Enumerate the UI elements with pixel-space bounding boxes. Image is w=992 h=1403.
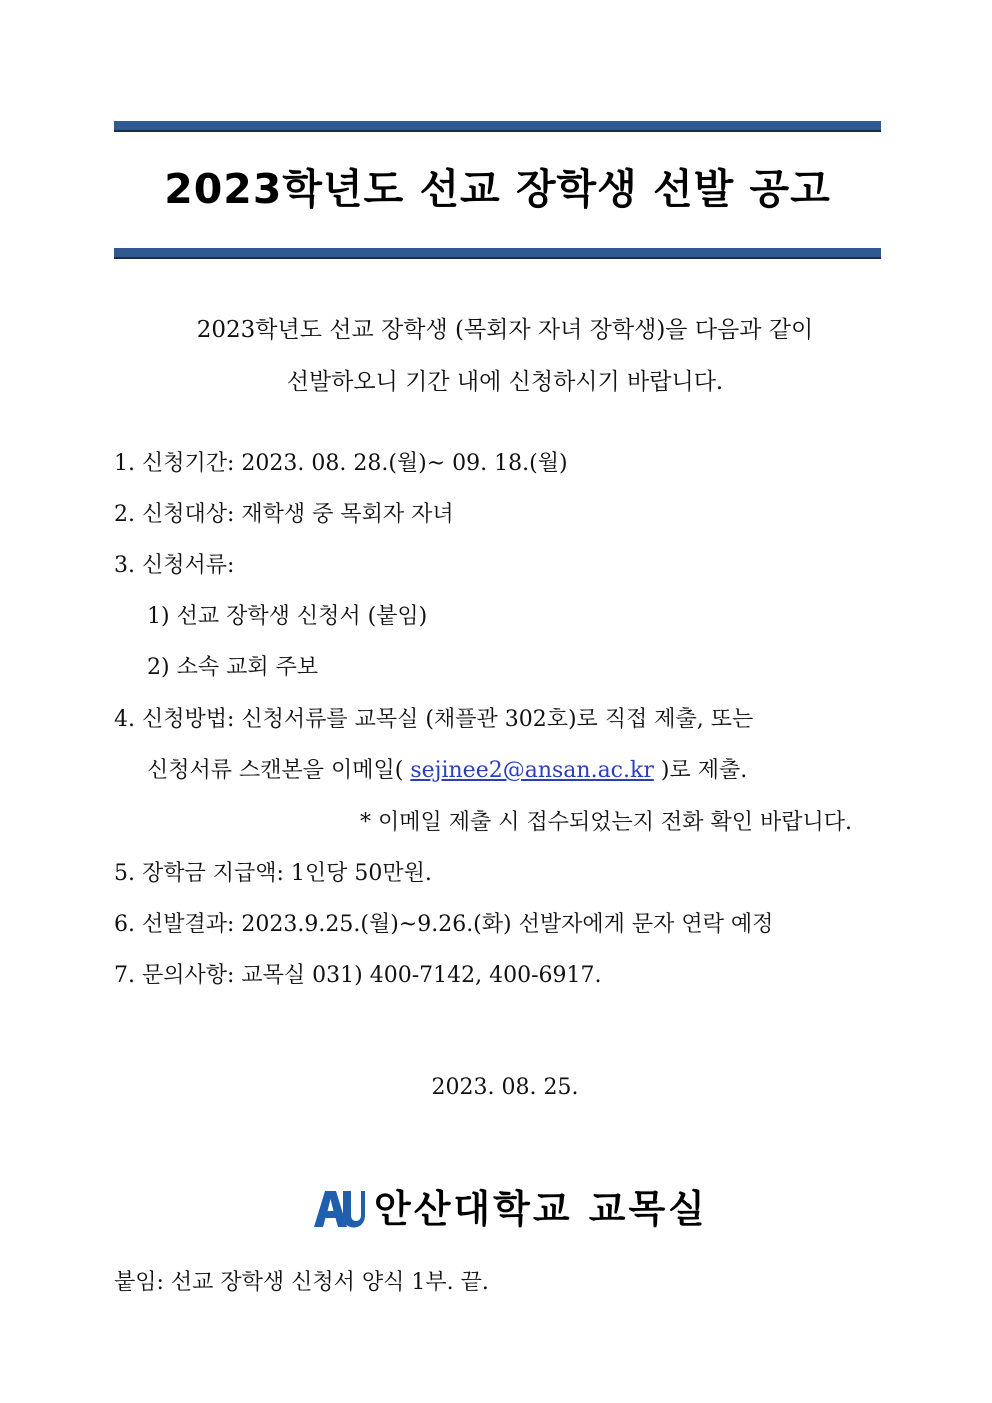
title-bottom-rule [114,248,881,259]
item-document-form: 1) 선교 장학생 신청서 (붙임) [147,604,428,629]
item-eligibility: 2. 신청대상: 재학생 중 목회자 자녀 [114,502,454,527]
item-method-email-line [147,756,747,786]
title-top-rule [114,121,881,132]
item-application-period: 1. 신청기간: 2023. 08. 28.(월)~ 09. 18.(월) [114,451,568,476]
item-result: 6. 선발결과: 2023.9.25.(월)~9.26.(화) 선발자에게 문자 연락 예정 [114,912,774,937]
method-email-prefix: 신청서류 스캔본을 이메일( [147,758,404,783]
method-email-suffix: )로 제출. [660,758,748,783]
notice-date: 2023. 08. 25. [431,1075,579,1100]
item-method: 4. 신청방법: 신청서류를 교목실 (채플관 302호)로 직접 제출, 또는 [114,707,754,732]
item-document-bulletin: 2) 소속 교회 주보 [147,655,319,680]
organization-name: 안산대학교 교목실 [374,1187,708,1231]
intro-line-1: 2023학년도 선교 장학생 (목회자 자녀 장학생)을 다음과 같이 [196,317,814,343]
email-note: * 이메일 제출 시 접수되었는지 전화 확인 바랍니다. [360,810,852,835]
email-link[interactable]: sejinee2@ansan.ac.kr [410,758,654,783]
signature-block [312,1183,708,1235]
intro-line-2: 선발하오니 기간 내에 신청하시기 바랍니다. [286,369,724,395]
attachment-note: 붙임: 선교 장학생 신청서 양식 1부. 끝. [114,1270,489,1295]
item-amount: 5. 장학금 지급액: 1인당 50만원. [114,861,432,886]
au-logo-icon [312,1189,366,1229]
item-contact: 7. 문의사항: 교목실 031) 400-7142, 400-6917. [114,963,602,988]
page-title: 2023학년도 선교 장학생 선발 공고 [164,165,831,213]
item-documents: 3. 신청서류: [114,553,235,578]
